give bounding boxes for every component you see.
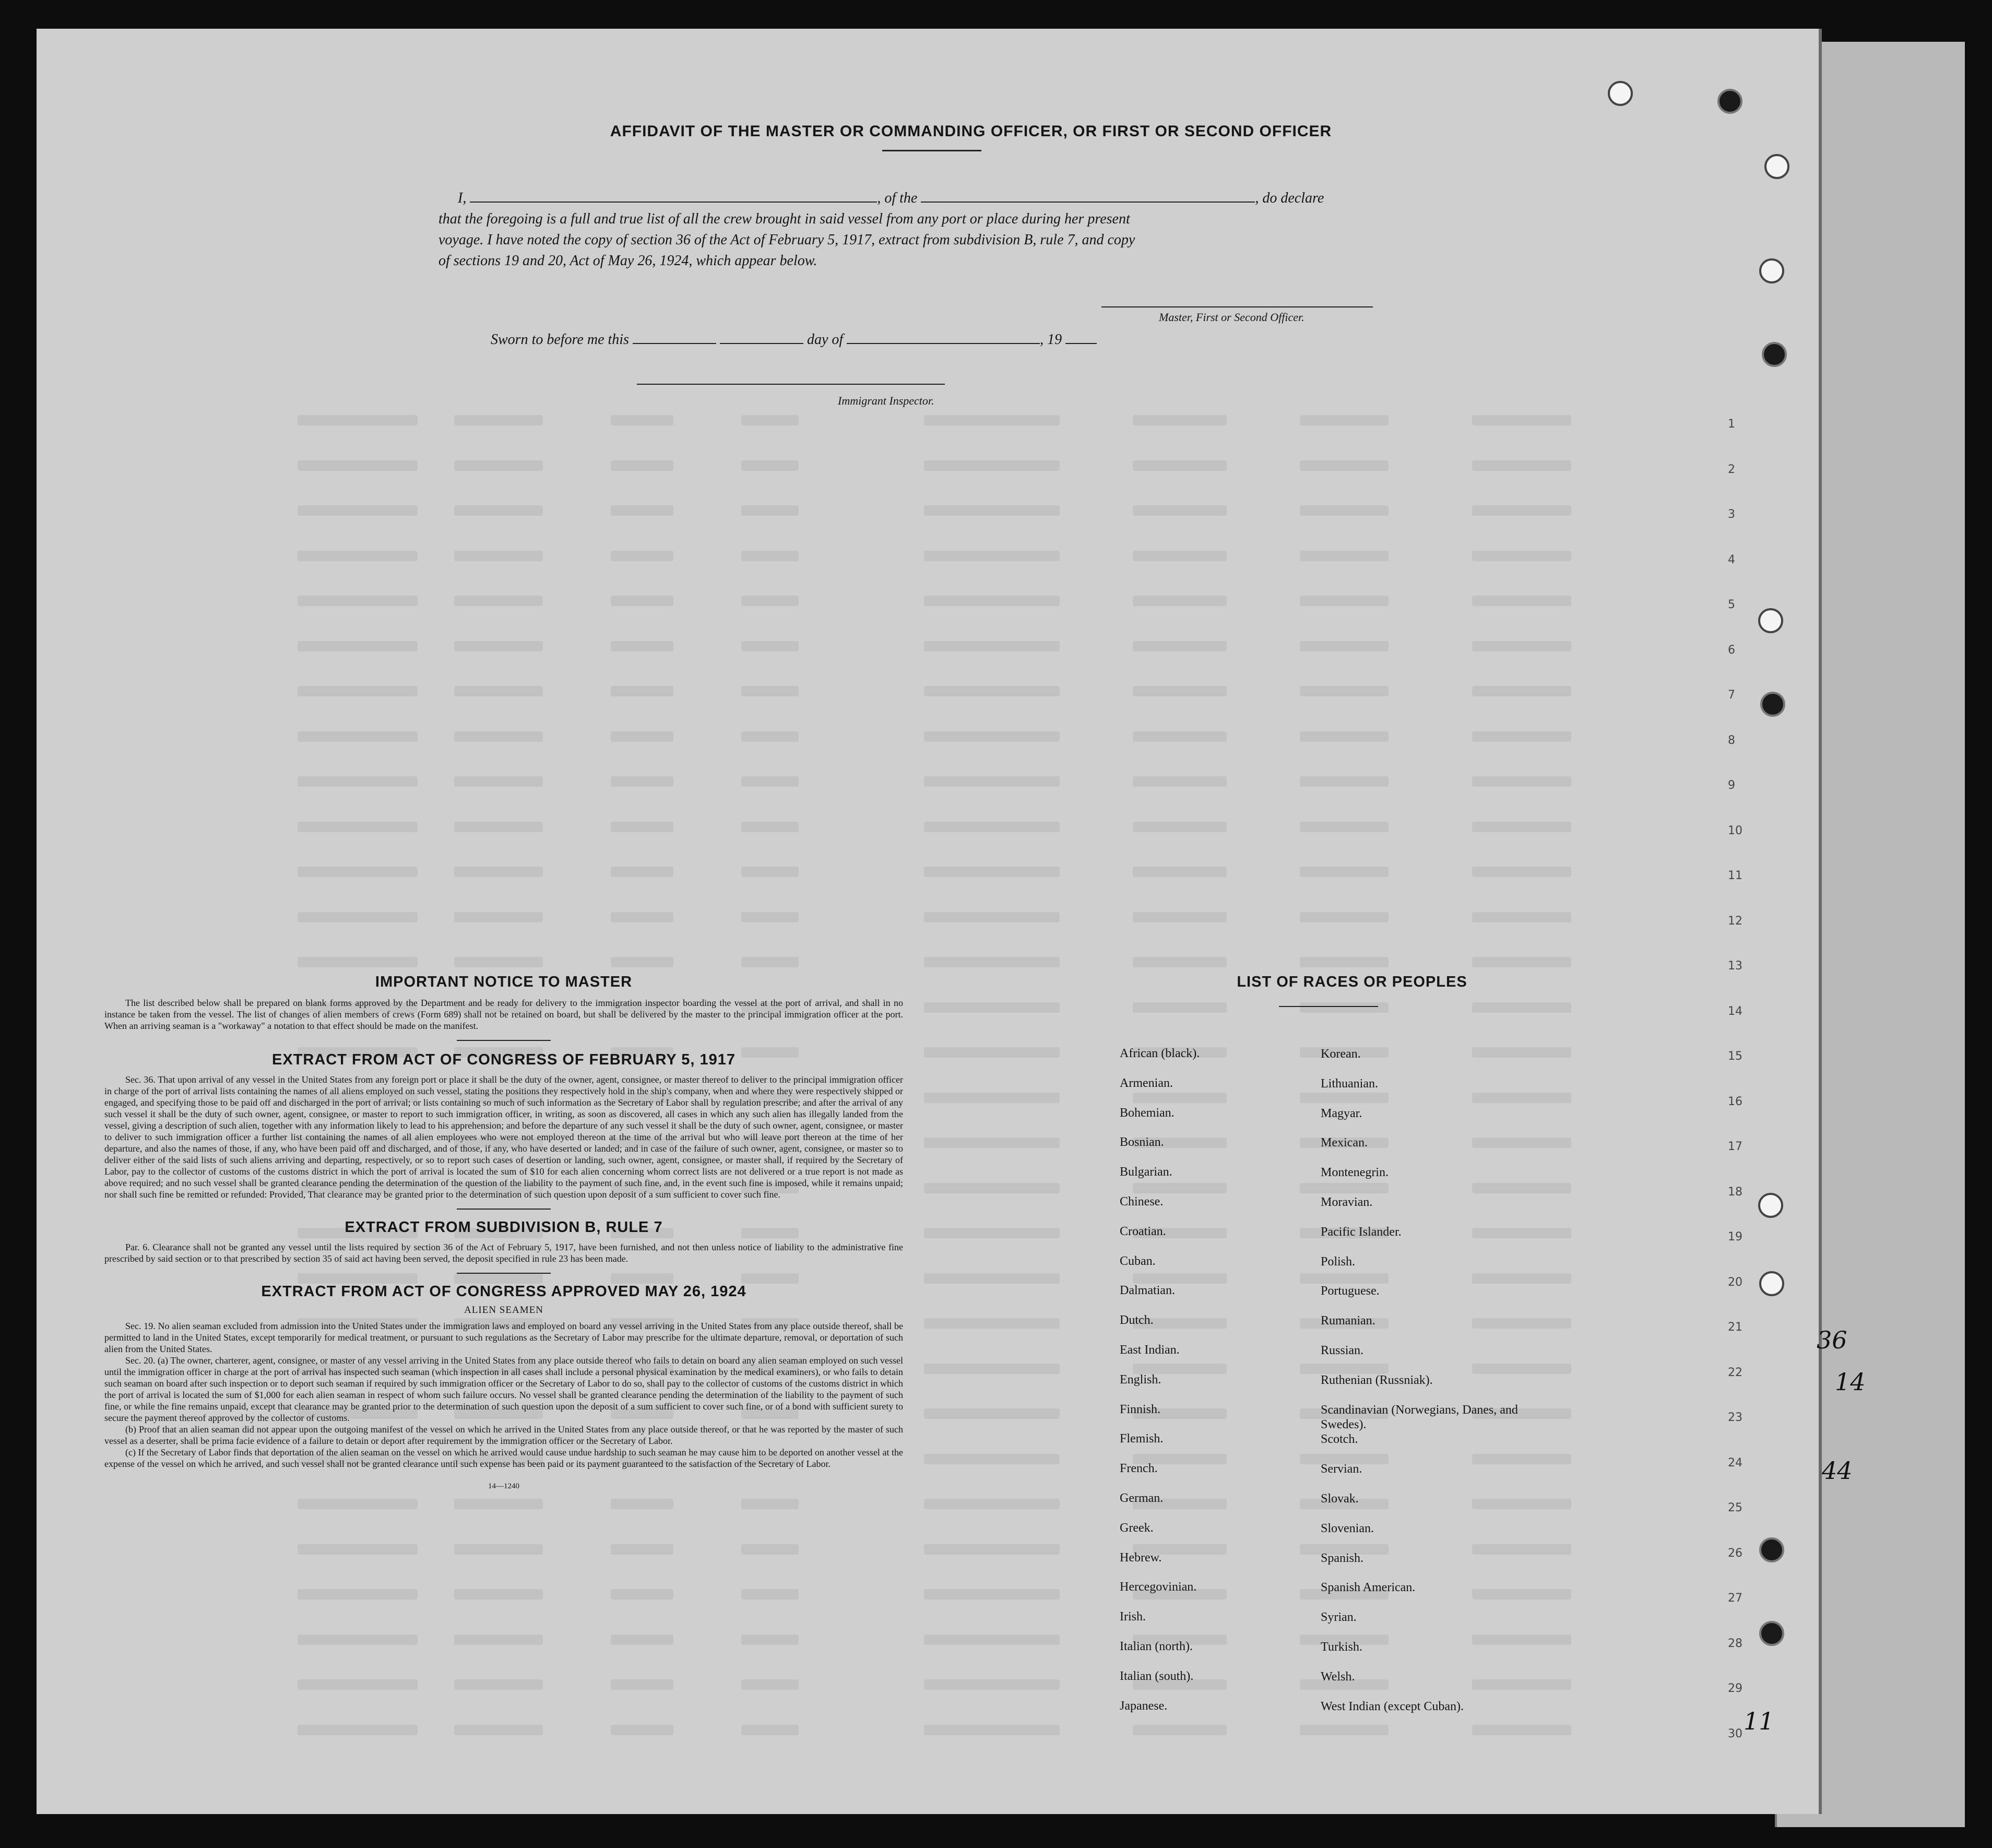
ghost-text bbox=[924, 1138, 1060, 1148]
officer-name-field[interactable] bbox=[470, 202, 877, 203]
sworn-prefix: Sworn to before me this bbox=[491, 331, 629, 348]
handwritten-note: 14 bbox=[1835, 1368, 1866, 1396]
race-item: Portuguese. bbox=[1321, 1284, 1380, 1298]
ghost-text bbox=[454, 776, 543, 787]
ghost-text bbox=[1300, 731, 1389, 742]
bleed-through-manifest bbox=[37, 29, 1819, 1814]
ghost-text bbox=[924, 1047, 1060, 1058]
punch-hole bbox=[1759, 1271, 1784, 1296]
row-number: 30 bbox=[1728, 1727, 1742, 1740]
ghost-text bbox=[1472, 551, 1571, 561]
manifest-back-page bbox=[37, 29, 1822, 1814]
handwritten-note: 11 bbox=[1744, 1707, 1774, 1735]
divider bbox=[457, 1040, 551, 1041]
ghost-text bbox=[454, 641, 543, 651]
sworn-month-field[interactable] bbox=[847, 343, 1040, 344]
race-item: Spanish American. bbox=[1321, 1581, 1416, 1595]
ghost-text bbox=[1472, 957, 1571, 967]
ghost-text bbox=[298, 415, 418, 425]
ghost-text bbox=[1133, 641, 1227, 651]
race-item: Armenian. bbox=[1120, 1076, 1173, 1090]
row-number: 14 bbox=[1728, 1004, 1742, 1018]
ghost-text bbox=[611, 460, 673, 471]
row-number: 24 bbox=[1728, 1456, 1742, 1470]
ghost-text bbox=[611, 641, 673, 651]
ghost-text bbox=[611, 1634, 673, 1645]
race-item: Finnish. bbox=[1120, 1402, 1161, 1416]
row-number: 15 bbox=[1728, 1050, 1742, 1063]
row-number: 5 bbox=[1728, 598, 1735, 611]
ghost-text bbox=[924, 1544, 1060, 1555]
ghost-text bbox=[741, 686, 799, 696]
race-item: Scandinavian (Norwegians, Danes, and Swedes). bbox=[1321, 1403, 1518, 1431]
ghost-text bbox=[298, 1634, 418, 1645]
punch-hole bbox=[1759, 1621, 1784, 1646]
vessel-name-field[interactable] bbox=[921, 202, 1255, 203]
affidavit-of: , of the bbox=[877, 190, 918, 206]
ghost-text bbox=[611, 505, 673, 516]
ghost-text bbox=[1472, 1273, 1571, 1284]
form-number: 14—1240 bbox=[488, 1482, 519, 1490]
ghost-text bbox=[1133, 731, 1227, 742]
punch-hole bbox=[1608, 81, 1633, 106]
extract-1917-title: EXTRACT FROM ACT OF CONGRESS OF FEBRUARY 5, 1917 bbox=[271, 1051, 736, 1068]
ghost-text bbox=[1133, 551, 1227, 561]
affidavit-title: AFFIDAVIT OF THE MASTER OR COMMANDING OFFICER, OR FIRST OR SECOND OFFICER bbox=[610, 123, 1332, 140]
ghost-text bbox=[454, 551, 543, 561]
ghost-text bbox=[741, 912, 799, 922]
race-item: Lithuanian. bbox=[1321, 1076, 1378, 1091]
ghost-text bbox=[454, 731, 543, 742]
ghost-text bbox=[741, 1499, 799, 1509]
master-signature-line[interactable] bbox=[1101, 306, 1373, 307]
ghost-text bbox=[741, 1634, 799, 1645]
ghost-text bbox=[924, 912, 1060, 922]
ghost-text bbox=[298, 551, 418, 561]
row-number: 2 bbox=[1728, 463, 1735, 476]
row-number: 7 bbox=[1728, 689, 1735, 702]
races-title-rule bbox=[1279, 1006, 1378, 1007]
race-item: Italian (south). bbox=[1120, 1669, 1194, 1683]
sworn-day: day of bbox=[807, 331, 844, 348]
row-number: 12 bbox=[1728, 914, 1742, 928]
title-rule bbox=[882, 150, 981, 151]
ghost-text bbox=[454, 1589, 543, 1600]
race-item: Russian. bbox=[1321, 1344, 1364, 1357]
ghost-text bbox=[298, 912, 418, 922]
race-item: Rumanian. bbox=[1321, 1314, 1376, 1328]
affidavit-declare: , do declare bbox=[1255, 190, 1324, 206]
ghost-text bbox=[924, 776, 1060, 787]
ghost-text bbox=[454, 460, 543, 471]
divider bbox=[457, 1273, 551, 1274]
ghost-text bbox=[1472, 505, 1571, 516]
ghost-text bbox=[1300, 415, 1389, 425]
affidavit-line-3: voyage. I have noted the copy of section 36 of the Act of February 5, 1917, extract from subdivision B, rule 7, and copy bbox=[438, 232, 1135, 248]
row-number: 10 bbox=[1728, 824, 1742, 837]
ghost-text bbox=[611, 1725, 673, 1735]
ghost-text bbox=[454, 1634, 543, 1645]
ghost-text bbox=[741, 415, 799, 425]
ghost-text bbox=[611, 957, 673, 967]
race-item: Ruthenian (Russniak). bbox=[1321, 1373, 1433, 1387]
ghost-text bbox=[298, 1679, 418, 1690]
ghost-text bbox=[924, 686, 1060, 696]
legal-column bbox=[104, 974, 903, 1491]
punch-hole bbox=[1762, 342, 1787, 367]
punch-hole bbox=[1764, 154, 1789, 179]
ghost-text bbox=[924, 1679, 1060, 1690]
ghost-text bbox=[924, 1183, 1060, 1193]
ghost-text bbox=[1472, 822, 1571, 832]
ghost-text bbox=[1472, 415, 1571, 425]
punch-hole bbox=[1717, 89, 1742, 114]
ghost-text bbox=[924, 867, 1060, 877]
race-item: Mexican. bbox=[1321, 1136, 1368, 1150]
race-item: Hercegovinian. bbox=[1120, 1580, 1197, 1594]
punch-hole bbox=[1759, 1537, 1784, 1562]
sworn-year: , 19 bbox=[1040, 331, 1062, 348]
ghost-text bbox=[741, 867, 799, 877]
ghost-text bbox=[1472, 460, 1571, 471]
alien-seamen-subtitle: ALIEN SEAMEN bbox=[464, 1305, 543, 1316]
ghost-text bbox=[454, 1725, 543, 1735]
ghost-text bbox=[924, 1725, 1060, 1735]
ghost-text bbox=[1472, 1002, 1571, 1013]
race-item: Dutch. bbox=[1120, 1313, 1154, 1328]
row-number: 4 bbox=[1728, 553, 1735, 566]
race-item: Flemish. bbox=[1120, 1432, 1164, 1446]
subdivision-text: Par. 6. Clearance shall not be granted any vessel until the lists required by section 36 of the Act of February 5, 1917, have been furnished, and not then unless notice of liability to the administrative fine prescribed by said section or to that prescribed by section 35 of said act having been served, the deposit specified in rule 23 has been made. bbox=[104, 1242, 903, 1264]
ghost-text bbox=[298, 1544, 418, 1555]
punch-hole bbox=[1758, 608, 1783, 633]
ghost-text bbox=[1300, 1002, 1389, 1013]
ghost-text bbox=[611, 867, 673, 877]
punch-hole bbox=[1760, 692, 1785, 717]
race-item: Chinese. bbox=[1120, 1195, 1164, 1209]
ghost-text bbox=[298, 867, 418, 877]
ghost-text bbox=[741, 1679, 799, 1690]
divider bbox=[457, 1209, 551, 1210]
race-item: Korean. bbox=[1321, 1047, 1361, 1061]
row-number: 17 bbox=[1728, 1140, 1742, 1153]
ghost-text bbox=[454, 1499, 543, 1509]
race-item: English. bbox=[1120, 1372, 1161, 1387]
ghost-text bbox=[1300, 1093, 1389, 1103]
ghost-text bbox=[298, 1499, 418, 1509]
race-item: Pacific Islander. bbox=[1321, 1225, 1402, 1239]
ghost-text bbox=[298, 957, 418, 967]
ghost-text bbox=[611, 551, 673, 561]
ghost-text bbox=[1133, 1183, 1227, 1193]
race-item: Italian (north). bbox=[1120, 1640, 1193, 1653]
race-item: African (black). bbox=[1120, 1047, 1200, 1060]
extract-1924-title: EXTRACT FROM ACT OF CONGRESS APPROVED MAY 26, 1924 bbox=[261, 1283, 746, 1300]
ghost-text bbox=[454, 1679, 543, 1690]
row-number: 20 bbox=[1728, 1275, 1742, 1289]
ghost-text bbox=[611, 686, 673, 696]
ghost-text bbox=[611, 1679, 673, 1690]
ghost-text bbox=[454, 686, 543, 696]
race-item: Scotch. bbox=[1321, 1432, 1358, 1447]
ghost-text bbox=[924, 1634, 1060, 1645]
ghost-text bbox=[741, 460, 799, 471]
ghost-text bbox=[454, 867, 543, 877]
ghost-text bbox=[1133, 1273, 1227, 1284]
ghost-text bbox=[611, 912, 673, 922]
ghost-text bbox=[1300, 1364, 1389, 1374]
ghost-text bbox=[924, 1093, 1060, 1103]
ghost-text bbox=[1300, 686, 1389, 696]
ghost-text bbox=[611, 596, 673, 606]
ghost-text bbox=[924, 460, 1060, 471]
ghost-text bbox=[924, 1002, 1060, 1013]
row-number: 23 bbox=[1728, 1411, 1742, 1424]
race-item: Irish. bbox=[1120, 1610, 1146, 1624]
ghost-text bbox=[1133, 460, 1227, 471]
sec20a-text: Sec. 20. (a) The owner, charterer, agent, consignee, or master of any vessel arriving in the United States from any place outside thereof who fails to detain on board any alien seaman employed on such vessel until the immigration officer in charge at the port of arrival has inspected such seaman (which inspection in all cases shall include a personal physical examination by the medical examiners), or who fails to detain such seaman on board after such inspection or to deport such seaman if required by such immigration officer or the Secretary of Labor to do so, shall pay to the collector of customs of the customs district in which the port of arrival is located the sum of $1,000 for each alien seaman in respect of whom such failure occurs. No vessel shall be granted clearance pending the determination of the liability to the payment of such fine, or while the fine remains unpaid, except that clearance may be granted prior to the determination of such question upon the deposit of a sum sufficient to cover such fine, or of a bond with sufficient surety to secure the payment thereof approved by the collector of customs. bbox=[104, 1355, 903, 1423]
ghost-text bbox=[741, 822, 799, 832]
ghost-text bbox=[298, 731, 418, 742]
affidavit-i: I, bbox=[458, 190, 467, 206]
row-number: 29 bbox=[1728, 1682, 1742, 1695]
race-item: Moravian. bbox=[1321, 1195, 1373, 1209]
ghost-text bbox=[1133, 776, 1227, 787]
row-number: 27 bbox=[1728, 1592, 1742, 1605]
ghost-text bbox=[1472, 1093, 1571, 1103]
ghost-text bbox=[1472, 596, 1571, 606]
affidavit-body bbox=[438, 188, 1472, 271]
race-item: Bohemian. bbox=[1120, 1106, 1175, 1120]
race-item: Japanese. bbox=[1120, 1699, 1168, 1713]
ghost-text bbox=[924, 505, 1060, 516]
ghost-text bbox=[1472, 912, 1571, 922]
row-number: 9 bbox=[1728, 779, 1735, 792]
ghost-text bbox=[1472, 641, 1571, 651]
race-item: Syrian. bbox=[1321, 1610, 1357, 1625]
race-item: Montenegrin. bbox=[1321, 1166, 1389, 1180]
race-item: Dalmatian. bbox=[1120, 1284, 1175, 1298]
ghost-text bbox=[298, 505, 418, 516]
ghost-text bbox=[924, 1589, 1060, 1600]
race-item: German. bbox=[1120, 1491, 1164, 1505]
ghost-text bbox=[1300, 1273, 1389, 1284]
ghost-text bbox=[741, 776, 799, 787]
race-item: Magyar. bbox=[1321, 1106, 1362, 1120]
row-number: 21 bbox=[1728, 1321, 1742, 1334]
race-item: Polish. bbox=[1321, 1254, 1356, 1269]
ghost-text bbox=[1300, 1725, 1389, 1735]
race-item: West Indian (except Cuban). bbox=[1321, 1699, 1464, 1713]
ghost-text bbox=[1300, 776, 1389, 787]
ghost-text bbox=[298, 822, 418, 832]
ghost-text bbox=[611, 776, 673, 787]
punch-hole bbox=[1758, 1193, 1783, 1218]
ghost-text bbox=[1133, 686, 1227, 696]
affidavit-line-4: of sections 19 and 20, Act of May 26, 1924, which appear below. bbox=[438, 253, 817, 269]
ghost-text bbox=[1133, 1725, 1227, 1735]
ghost-text bbox=[1133, 1002, 1227, 1013]
ghost-text bbox=[924, 1273, 1060, 1284]
ghost-text bbox=[741, 505, 799, 516]
race-item: Turkish. bbox=[1321, 1640, 1362, 1654]
ghost-text bbox=[1133, 596, 1227, 606]
ghost-text bbox=[924, 1318, 1060, 1329]
ghost-text bbox=[611, 822, 673, 832]
ghost-text bbox=[741, 731, 799, 742]
ghost-text bbox=[924, 1454, 1060, 1464]
ghost-text bbox=[454, 957, 543, 967]
ghost-text bbox=[924, 1364, 1060, 1374]
ghost-text bbox=[1300, 822, 1389, 832]
row-number: 26 bbox=[1728, 1546, 1742, 1560]
sworn-date-field-1[interactable] bbox=[633, 343, 716, 344]
notice-title: IMPORTANT NOTICE TO MASTER bbox=[375, 974, 633, 990]
race-item: Hebrew. bbox=[1120, 1550, 1162, 1565]
ghost-text bbox=[298, 1589, 418, 1600]
race-item: Greek. bbox=[1120, 1521, 1154, 1535]
row-number: 8 bbox=[1728, 733, 1735, 747]
handwritten-note: 36 bbox=[1817, 1326, 1847, 1354]
race-item: Spanish. bbox=[1321, 1551, 1364, 1565]
ghost-text bbox=[1133, 1364, 1227, 1374]
race-item: Servian. bbox=[1321, 1462, 1362, 1476]
ghost-text bbox=[454, 822, 543, 832]
sec20b-text: (b) Proof that an alien seaman did not appear upon the outgoing manifest of the vessel on which he arrived in the United States from any place outside thereof, or that he was reported by the master of such vessel as a deserter, shall be prima facie evidence of a failure to detain or deport after requirement by the immigration officer or the Secretary of Labor. bbox=[104, 1424, 903, 1446]
row-number: 18 bbox=[1728, 1185, 1742, 1199]
ghost-text bbox=[924, 1499, 1060, 1509]
race-item: Welsh. bbox=[1321, 1669, 1355, 1684]
ghost-text bbox=[1300, 912, 1389, 922]
race-item: East Indian. bbox=[1120, 1343, 1180, 1357]
race-item: Croatian. bbox=[1120, 1224, 1166, 1238]
race-item: Slovenian. bbox=[1321, 1521, 1374, 1535]
ghost-text bbox=[454, 505, 543, 516]
ghost-text bbox=[741, 641, 799, 651]
ghost-text bbox=[298, 641, 418, 651]
ghost-text bbox=[454, 912, 543, 922]
row-number: 11 bbox=[1728, 869, 1742, 882]
notice-text: The list described below shall be prepared on blank forms approved by the Department and be ready for delivery to the immigration inspector boarding the vessel at the port of arrival, and shall in no instance be taken from the vessel. The list of changes of alien members of crews (Form 689) shall not be retained on board, but shall be delivered by the master to the principal immigration officer at the port. When an arriving seaman is a "workaway" a notation to that effect should be made on the manifest. bbox=[104, 998, 903, 1031]
ghost-text bbox=[741, 551, 799, 561]
ghost-text bbox=[611, 1589, 673, 1600]
row-number: 16 bbox=[1728, 1095, 1742, 1108]
ghost-text bbox=[298, 596, 418, 606]
ghost-text bbox=[611, 1499, 673, 1509]
ghost-text bbox=[1300, 867, 1389, 877]
ghost-text bbox=[924, 641, 1060, 651]
ghost-text bbox=[1300, 641, 1389, 651]
ghost-text bbox=[1300, 460, 1389, 471]
punch-hole bbox=[1759, 258, 1784, 283]
row-number: 1 bbox=[1728, 418, 1735, 431]
sworn-year-field[interactable] bbox=[1065, 343, 1097, 344]
ghost-text bbox=[1133, 912, 1227, 922]
sec20c-text: (c) If the Secretary of Labor finds that deportation of the alien seaman on the vessel on which he arrived would cause undue hardship to such seaman he may cause him to be deported on another vessel at the expense of the vessel on which he arrived, and such vessel shall not be granted clearance until such expense has been paid or its payment guaranteed to the satisfaction of the Secretary of Labor. bbox=[104, 1447, 903, 1469]
ghost-text bbox=[924, 1408, 1060, 1419]
ghost-text bbox=[1133, 505, 1227, 516]
ghost-text bbox=[1300, 1183, 1389, 1193]
ghost-text bbox=[1472, 1183, 1571, 1193]
row-number: 6 bbox=[1728, 643, 1735, 657]
ghost-text bbox=[611, 1544, 673, 1555]
ghost-text bbox=[1133, 1093, 1227, 1103]
ghost-text bbox=[1300, 505, 1389, 516]
ghost-text bbox=[741, 1544, 799, 1555]
subdivision-title: EXTRACT FROM SUBDIVISION B, RULE 7 bbox=[345, 1219, 663, 1236]
row-number: 13 bbox=[1728, 959, 1742, 973]
row-number: 28 bbox=[1728, 1637, 1742, 1650]
handwritten-note: 44 bbox=[1822, 1456, 1853, 1485]
row-number: 22 bbox=[1728, 1366, 1742, 1379]
races-title: LIST OF RACES OR PEOPLES bbox=[1237, 974, 1467, 990]
ghost-text bbox=[741, 957, 799, 967]
ghost-text bbox=[1300, 957, 1389, 967]
sec19-text: Sec. 19. No alien seaman excluded from admission into the United States under the immigration laws and employed on board any vessel arriving in the United States from any place outside thereof, shall be permitted to land in the United States, except temporarily for medical treatment, or pursuant to such regulations as the Secretary of Labor may prescribe for the ultimate departure, removal, or deportation of such alien from the United States. bbox=[104, 1321, 903, 1354]
row-number: 25 bbox=[1728, 1501, 1742, 1514]
ghost-text bbox=[1472, 867, 1571, 877]
ghost-text bbox=[298, 776, 418, 787]
master-signature-label: Master, First or Second Officer. bbox=[1159, 311, 1305, 324]
ghost-text bbox=[1133, 867, 1227, 877]
ghost-text bbox=[924, 731, 1060, 742]
ghost-text bbox=[1472, 686, 1571, 696]
ghost-text bbox=[611, 731, 673, 742]
row-number: 19 bbox=[1728, 1230, 1742, 1243]
ghost-text bbox=[924, 822, 1060, 832]
affidavit-line-1 bbox=[438, 188, 1472, 209]
ghost-text bbox=[1472, 731, 1571, 742]
ghost-text bbox=[924, 596, 1060, 606]
ghost-text bbox=[1133, 957, 1227, 967]
ghost-text bbox=[454, 415, 543, 425]
race-item: Slovak. bbox=[1321, 1492, 1359, 1506]
ghost-text bbox=[1472, 776, 1571, 787]
ghost-text bbox=[1133, 415, 1227, 425]
ghost-text bbox=[454, 596, 543, 606]
inspector-label: Immigrant Inspector. bbox=[838, 394, 934, 407]
affidavit-line-2: that the foregoing is a full and true list of all the crew brought in said vessel from any port or place during her present bbox=[438, 211, 1130, 227]
ghost-text bbox=[1472, 1364, 1571, 1374]
ghost-text bbox=[454, 1544, 543, 1555]
ghost-text bbox=[298, 686, 418, 696]
ghost-text bbox=[924, 551, 1060, 561]
ghost-text bbox=[298, 1725, 418, 1735]
ghost-text bbox=[924, 957, 1060, 967]
row-number: 3 bbox=[1728, 508, 1735, 521]
ghost-text bbox=[924, 1228, 1060, 1238]
ghost-text bbox=[1472, 1725, 1571, 1735]
ghost-text bbox=[1300, 596, 1389, 606]
ghost-text bbox=[611, 415, 673, 425]
ghost-text bbox=[741, 596, 799, 606]
race-item: Bosnian. bbox=[1120, 1135, 1164, 1150]
ghost-text bbox=[741, 1725, 799, 1735]
sworn-date-field-2[interactable] bbox=[720, 343, 803, 344]
sworn-line bbox=[491, 331, 1097, 348]
ghost-text bbox=[1300, 551, 1389, 561]
inspector-signature-line[interactable] bbox=[637, 384, 945, 385]
ghost-text bbox=[298, 460, 418, 471]
race-item: Bulgarian. bbox=[1120, 1165, 1172, 1179]
extract-1917-text: Sec. 36. That upon arrival of any vessel in the United States from any foreign port or place it shall be the duty of the owner, agent, consignee, or master thereof to deliver to the principal immigration officer in charge of the port of arrival lists containing the names of all aliens employed on such vessel, stating the positions they respectively hold in the ship's company, when and where they were respectively shipped or engaged, and specifying those to be paid off and discharged in the port of arrival; or lists containing so much of such information as the Secretary of Labor shall by regulation prescribe; and after the arrival of any such vessel it shall be the duty of such owner, agent, consignee, or master to report to such immigration officer, in writing, as soon as discovered, all cases in which any such alien has illegally landed from the vessel, giving a description of such alien, together with any information likely to lead to his apprehension; and before the departure of any such vessel it shall be the duty of such owner, agent, consignee, or master to deliver to such immigration officer a further list containing the names of all alien employees who were not employed thereon at the time of the arrival but who will leave port thereon at the time of her departure, and also the names of those, if any, who have been paid off and discharged, and of those, if any, who have deserted or landed; and in case of the failure of such owner, agent, consignee, or master so to deliver either of the said lists of such aliens arriving and departing, respectively, or so to report such cases of desertion or landing, such owner, agent, consignee, or master shall, if required by the Secretary of Labor, pay to the collector of customs of the customs district in which the port of arrival is located the sum of $10 for each alien concerning whom correct lists are not delivered or a true report is not made as above required; and no such vessel shall be granted clearance pending the determination of the question of the liability to the payment of such fine, and, in the event such fine is imposed, while it remains unpaid; nor shall such fine be remitted or refunded: Provided, That clearance may be granted prior to the determination of such question upon deposit of a sum sufficient to cover such fine. bbox=[104, 1074, 903, 1200]
ghost-text bbox=[1133, 822, 1227, 832]
ghost-text bbox=[924, 415, 1060, 425]
race-item: French. bbox=[1120, 1462, 1158, 1476]
ghost-text bbox=[741, 1589, 799, 1600]
race-item: Cuban. bbox=[1120, 1254, 1156, 1268]
